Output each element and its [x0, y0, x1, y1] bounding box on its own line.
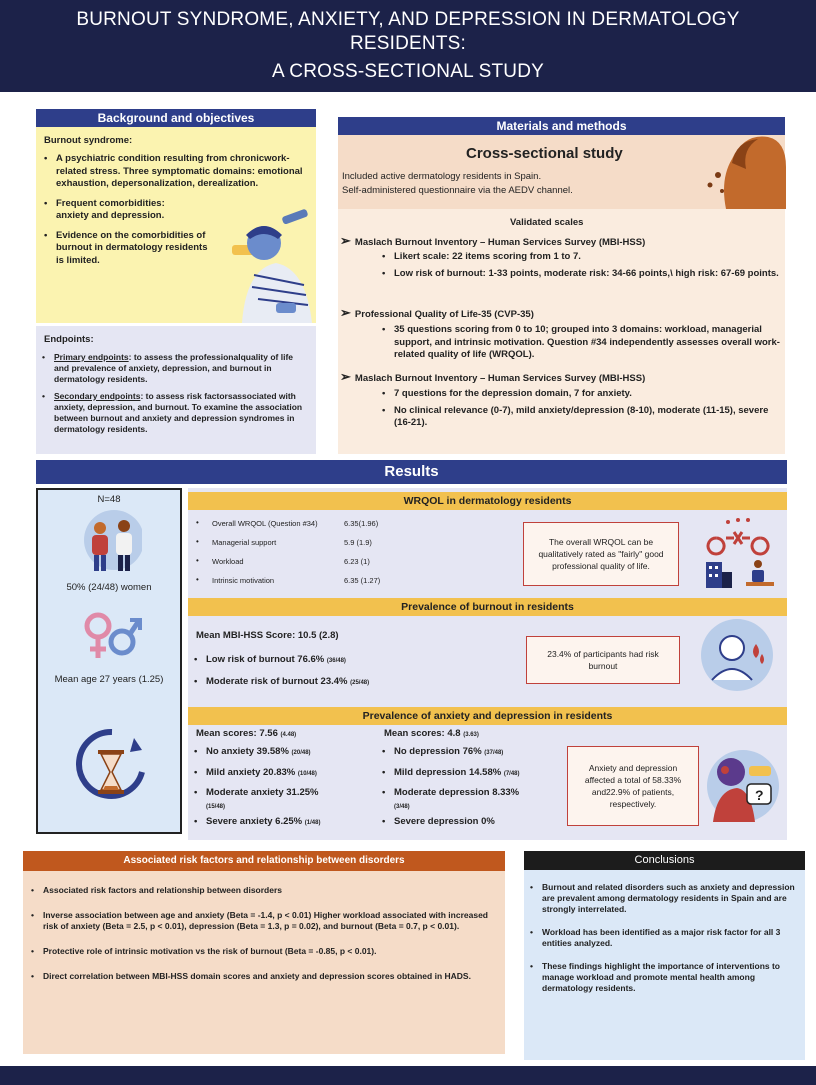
scale-1-name: ➢ Maslach Burnout Inventory – Human Services Survey (MBI-HSS) — [340, 233, 646, 248]
conclusion-item: • Workload has been identified as a major risk factor for all 3 entities analyzed. — [528, 927, 800, 949]
anxdep-title: Prevalence of anxiety and depression in residents — [188, 707, 787, 725]
burnout-low: • Low risk of burnout 76.6% (36/48) — [192, 654, 512, 668]
demographics-panel — [36, 488, 182, 834]
depression-list — [380, 746, 560, 829]
risk-title: Associated risk factors and relationship between disorders — [23, 851, 505, 871]
secondary-label: Secondary endpoints — [54, 391, 141, 401]
risk-item: • Associated risk factors and relationship between disorders — [29, 885, 499, 896]
wrqol-row: • Overall WRQOL (Question #34) 6.35(1.96) — [196, 518, 379, 528]
methods-line-2: Self-administered questionnaire via the AEDV channel. — [342, 185, 573, 196]
arrow-icon: ➢ — [340, 369, 351, 384]
scales-panel — [338, 209, 785, 454]
head-profile-illustration — [696, 123, 786, 213]
stressed-person-illustration — [224, 205, 316, 323]
burnout-list — [192, 654, 512, 689]
anxious-person-icon — [703, 744, 785, 826]
scale-2-list — [380, 324, 780, 362]
title-line-1: BURNOUT SYNDROME, ANXIETY, AND DEPRESSION IN DERMATOLOGY — [76, 9, 740, 30]
svg-text:?: ? — [755, 787, 764, 803]
arrow-icon: ➢ — [340, 305, 351, 320]
secondary-endpoint — [40, 391, 306, 435]
conclusion-item: • Burnout and related disorders such as anxiety and depression are prevalent among dermatology residents in Spain and are strongly interrelated. — [528, 882, 800, 915]
wrqol-title: WRQOL in dermatology residents — [188, 492, 787, 510]
depression-item: • Severe depression 0% — [380, 816, 560, 829]
background-title: Background and objectives — [36, 109, 316, 127]
title-line-2: RESIDENTS: — [349, 33, 467, 54]
background-item: • A psychiatric condition resulting from chronicwork-related stress. Three symptomatic domains: emotional exhaustion, depersonalization, derealization. — [42, 153, 312, 191]
secondary-text: : to assess risk factorsassociated with anxiety, depression, and burnout. To examine the association between burnout and anxiety and depression syndromes in dermatology residents. — [54, 391, 303, 434]
primary-text: : to assess the professionalquality of life and prevalence of anxiety, depression, and burnout in dermatology residents. — [54, 352, 294, 384]
scale-3-name: ➢ Maslach Burnout Inventory – Human Services Survey (MBI-HSS) — [340, 369, 646, 384]
risk-item: • Protective role of intrinsic motivation vs the risk of burnout (Beta = -0.85, p < 0.01). — [29, 946, 499, 957]
conclusions-panel — [524, 870, 805, 1060]
poster-footer — [0, 1066, 816, 1085]
background-item: • Frequent comorbidities: anxiety and depression. — [42, 198, 192, 223]
background-panel — [36, 127, 316, 323]
wrqol-table — [196, 518, 516, 594]
methods-title: Materials and methods — [338, 117, 785, 135]
anxdep-callout: Anxiety and depression affected a total of 58.33% and22.9% of patients, respectively. — [567, 746, 699, 826]
scale-1-item: • Low risk of burnout: 1-33 points, moderate risk: 34-66 points,\ high risk: 67-69 points. — [380, 268, 780, 281]
work-balance-icon — [702, 514, 778, 590]
burnout-subtitle: Burnout syndrome: — [44, 135, 133, 146]
depression-item: • Mild depression 14.58% (7/48) — [380, 767, 560, 781]
risk-panel — [23, 871, 505, 1054]
risk-item: • Direct correlation between MBI-HSS domain scores and anxiety and depression scores obtained in HADS. — [29, 971, 499, 982]
primary-label: Primary endpoints — [54, 352, 129, 362]
scale-1-item: • Likert scale: 22 items scoring from 1 to 7. — [380, 251, 780, 264]
scale-3-list — [380, 388, 780, 430]
poster-header — [0, 0, 816, 92]
endpoints-list — [40, 352, 306, 435]
sample-size: N=48 — [97, 494, 121, 505]
scale-2-item: • 35 questions scoring from 0 to 10; grouped into 3 domains: workload, managerial support, and intrinsic motivation. Question #34 independently assesses overall work-related quality of life (WRQOL). — [380, 324, 780, 362]
gender-symbols-icon — [82, 608, 142, 664]
wrqol-callout: The overall WRQOL can be qualitatively rated as "fairly" good professional quality of life. — [523, 522, 679, 586]
scale-3-item: • No clinical relevance (0-7), mild anxiety/depression (8-10), moderate (11-15), severe (16-21). — [380, 405, 780, 430]
mean-age: Mean age 27 years (1.25) — [54, 674, 164, 685]
depression-mean: Mean scores: 4.8 (3.63) — [384, 728, 479, 739]
women-percentage: 50% (24/48) women — [66, 582, 152, 593]
hourglass-icon — [76, 726, 146, 806]
risk-item: • Inverse association between age and anxiety (Beta = -1.4, p < 0.01) Higher workload associated with increased risk of anxiety (Beta = 2.5, p < 0.01), depression (Beta = 1.3, p = 0.02), and burnout (Beta = 0.7, p < 0.01). — [29, 910, 499, 932]
depression-item: • No depression 76% (37/48) — [380, 746, 560, 760]
burnout-mean-score: Mean MBI-HSS Score: 10.5 (2.8) — [196, 630, 339, 641]
depression-item: • Moderate depression 8.33% (3/48) — [380, 787, 560, 813]
scale-1-list — [380, 251, 780, 280]
risk-list — [29, 885, 499, 982]
arrow-icon: ➢ — [340, 233, 351, 248]
anxiety-item: • Severe anxiety 6.25% (1/48) — [192, 816, 372, 830]
wrqol-row: • Intrinsic motivation 6.35 (1.27) — [196, 575, 381, 585]
scale-3-item: • 7 questions for the depression domain, 7 for anxiety. — [380, 388, 780, 401]
conclusion-item: • These findings highlight the importance of interventions to manage workload and promote mental health among dermatology residents. — [528, 961, 800, 994]
wrqol-row: • Managerial support 5.9 (1.9) — [196, 537, 372, 547]
burnout-person-icon — [700, 618, 774, 692]
conclusions-title: Conclusions — [524, 851, 805, 870]
burnout-title: Prevalence of burnout in residents — [188, 598, 787, 616]
methods-line-1: Included active dermatology residents in Spain. — [342, 171, 542, 182]
primary-endpoint — [40, 352, 306, 385]
endpoints-panel — [36, 326, 316, 454]
title-line-3: A CROSS-SECTIONAL STUDY — [271, 61, 545, 82]
endpoints-title: Endpoints: — [44, 334, 94, 345]
study-type: Cross-sectional study — [466, 145, 623, 162]
conclusions-list — [528, 882, 800, 994]
burnout-callout: 23.4% of participants had risk burnout — [526, 636, 680, 684]
scales-title: Validated scales — [510, 217, 584, 228]
methods-top-panel — [338, 135, 785, 209]
anxiety-list — [192, 746, 372, 830]
background-item: • Evidence on the comorbidities of burnout in dermatology residents is limited. — [42, 230, 212, 268]
anxiety-item: • No anxiety 39.58% (20/48) — [192, 746, 372, 760]
scale-2-name: ➢ Professional Quality of Life-35 (CVP-35) — [340, 305, 534, 320]
people-group-icon — [78, 508, 142, 574]
anxiety-mean: Mean scores: 7.56 (4.48) — [196, 728, 297, 739]
burnout-moderate: • Moderate risk of burnout 23.4% (25/48) — [192, 676, 512, 690]
wrqol-row: • Workload 6.23 (1) — [196, 556, 370, 566]
anxiety-item: • Mild anxiety 20.83% (10/48) — [192, 767, 372, 781]
results-title: Results — [36, 460, 787, 484]
anxiety-item: • Moderate anxiety 31.25% (15/48) — [192, 787, 372, 813]
